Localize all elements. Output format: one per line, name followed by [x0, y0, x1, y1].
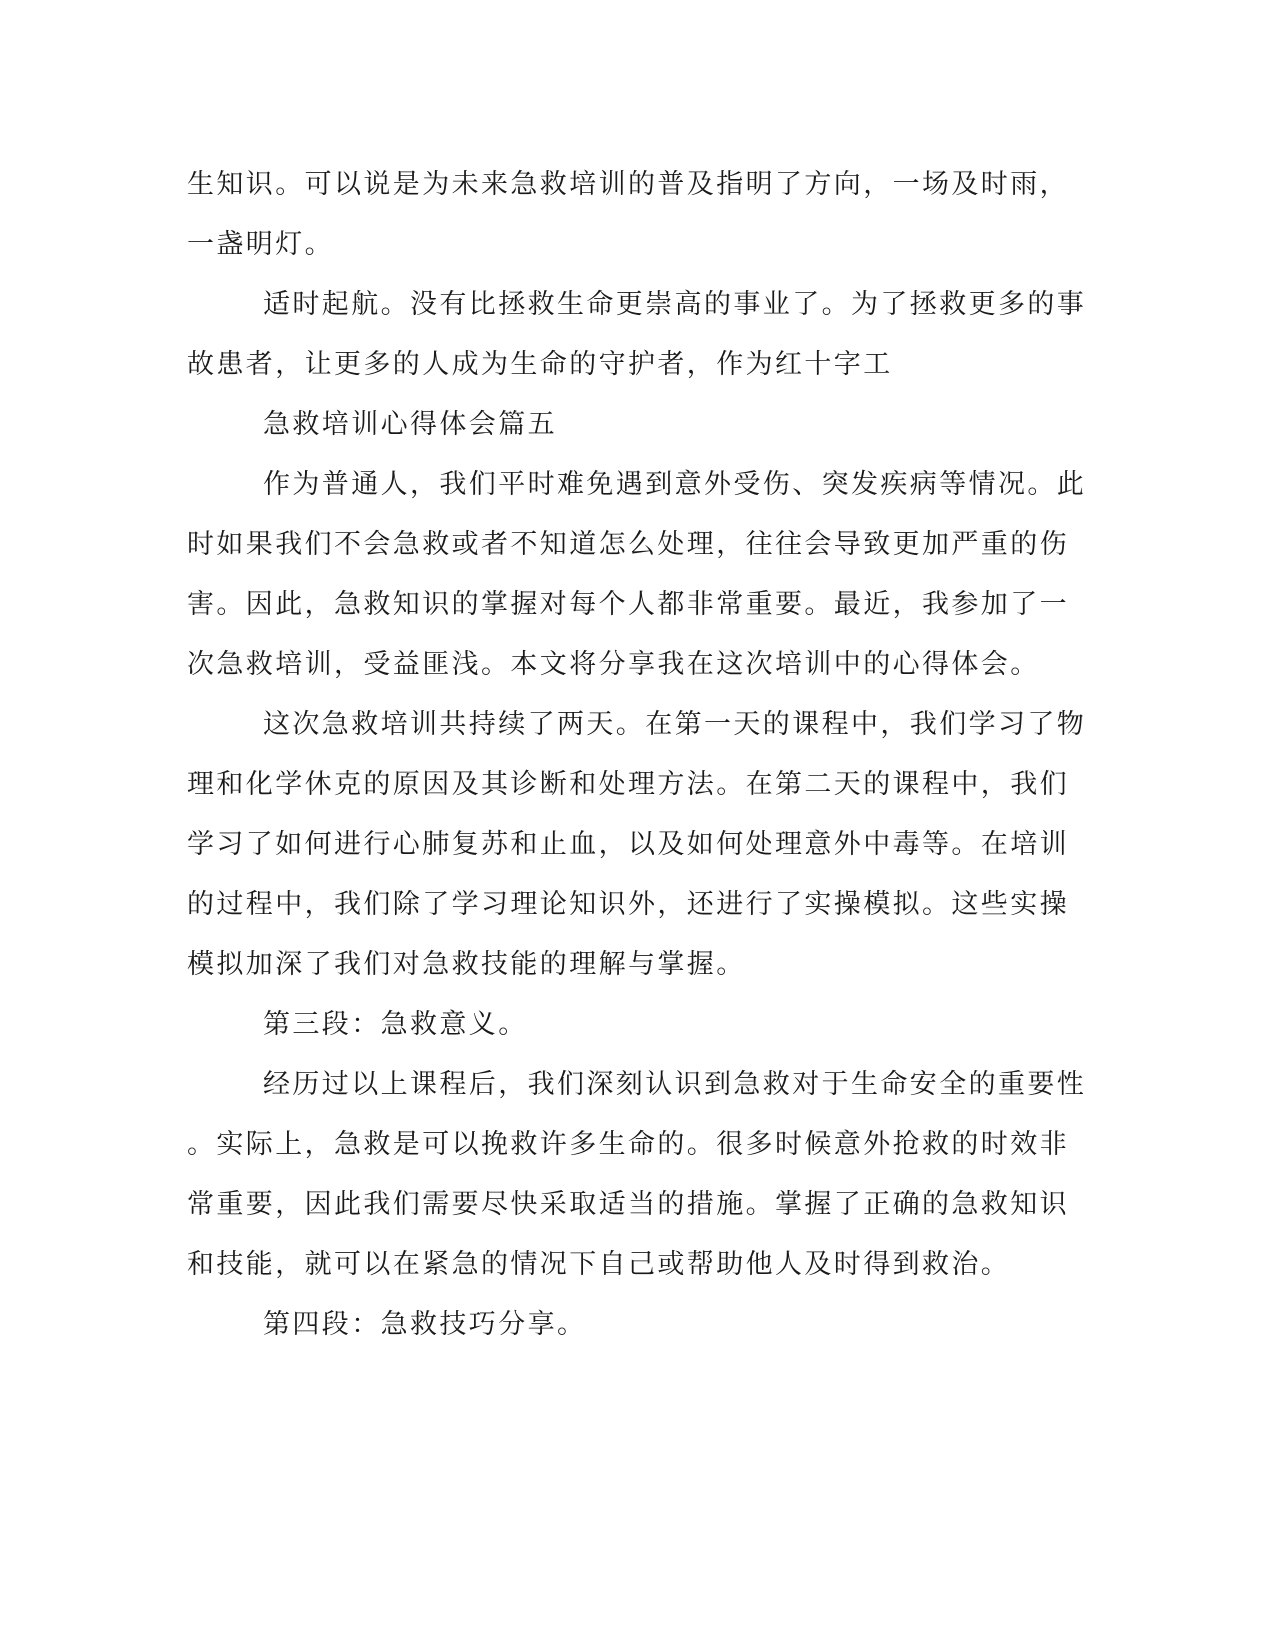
text-line: 一盏明灯。	[187, 229, 334, 260]
text-line: 害。因此，急救知识的掌握对每个人都非常重要。最近，我参加了一	[187, 589, 1069, 620]
text-line: 经历过以上课程后，我们深刻认识到急救对于生命安全的重要性	[263, 1069, 1087, 1100]
text-line: 学习了如何进行心肺复苏和止血，以及如何处理意外中毒等。在培训	[187, 829, 1069, 860]
document-body	[187, 164, 1087, 1364]
section-heading: 第四段：急救技巧分享。	[263, 1309, 587, 1340]
text-line: 模拟加深了我们对急救技能的理解与掌握。	[187, 949, 746, 980]
text-line: 的过程中，我们除了学习理论知识外，还进行了实操模拟。这些实操	[187, 889, 1069, 920]
text-line: 这次急救培训共持续了两天。在第一天的课程中，我们学习了物	[263, 709, 1087, 740]
text-line: 次急救培训，受益匪浅。本文将分享我在这次培训中的心得体会。	[187, 649, 1040, 680]
text-line: 常重要，因此我们需要尽快采取适当的措施。掌握了正确的急救知识	[187, 1189, 1069, 1220]
section-heading: 急救培训心得体会篇五	[263, 409, 557, 440]
text-line: 理和化学休克的原因及其诊断和处理方法。在第二天的课程中，我们	[187, 769, 1069, 800]
text-line: 生知识。可以说是为未来急救培训的普及指明了方向，一场及时雨，	[187, 169, 1069, 200]
text-line: 和技能，就可以在紧急的情况下自己或帮助他人及时得到救治。	[187, 1249, 1011, 1280]
text-line: 适时起航。没有比拯救生命更崇高的事业了。为了拯救更多的事	[263, 289, 1087, 320]
text-line: 时如果我们不会急救或者不知道怎么处理，往往会导致更加严重的伤	[187, 529, 1069, 560]
text-line: 。实际上，急救是可以挽救许多生命的。很多时候意外抢救的时效非	[187, 1129, 1069, 1160]
section-heading: 第三段：急救意义。	[263, 1009, 528, 1040]
text-line: 作为普通人，我们平时难免遇到意外受伤、突发疾病等情况。此	[263, 469, 1087, 500]
text-line: 故患者，让更多的人成为生命的守护者，作为红十字工	[187, 349, 893, 380]
